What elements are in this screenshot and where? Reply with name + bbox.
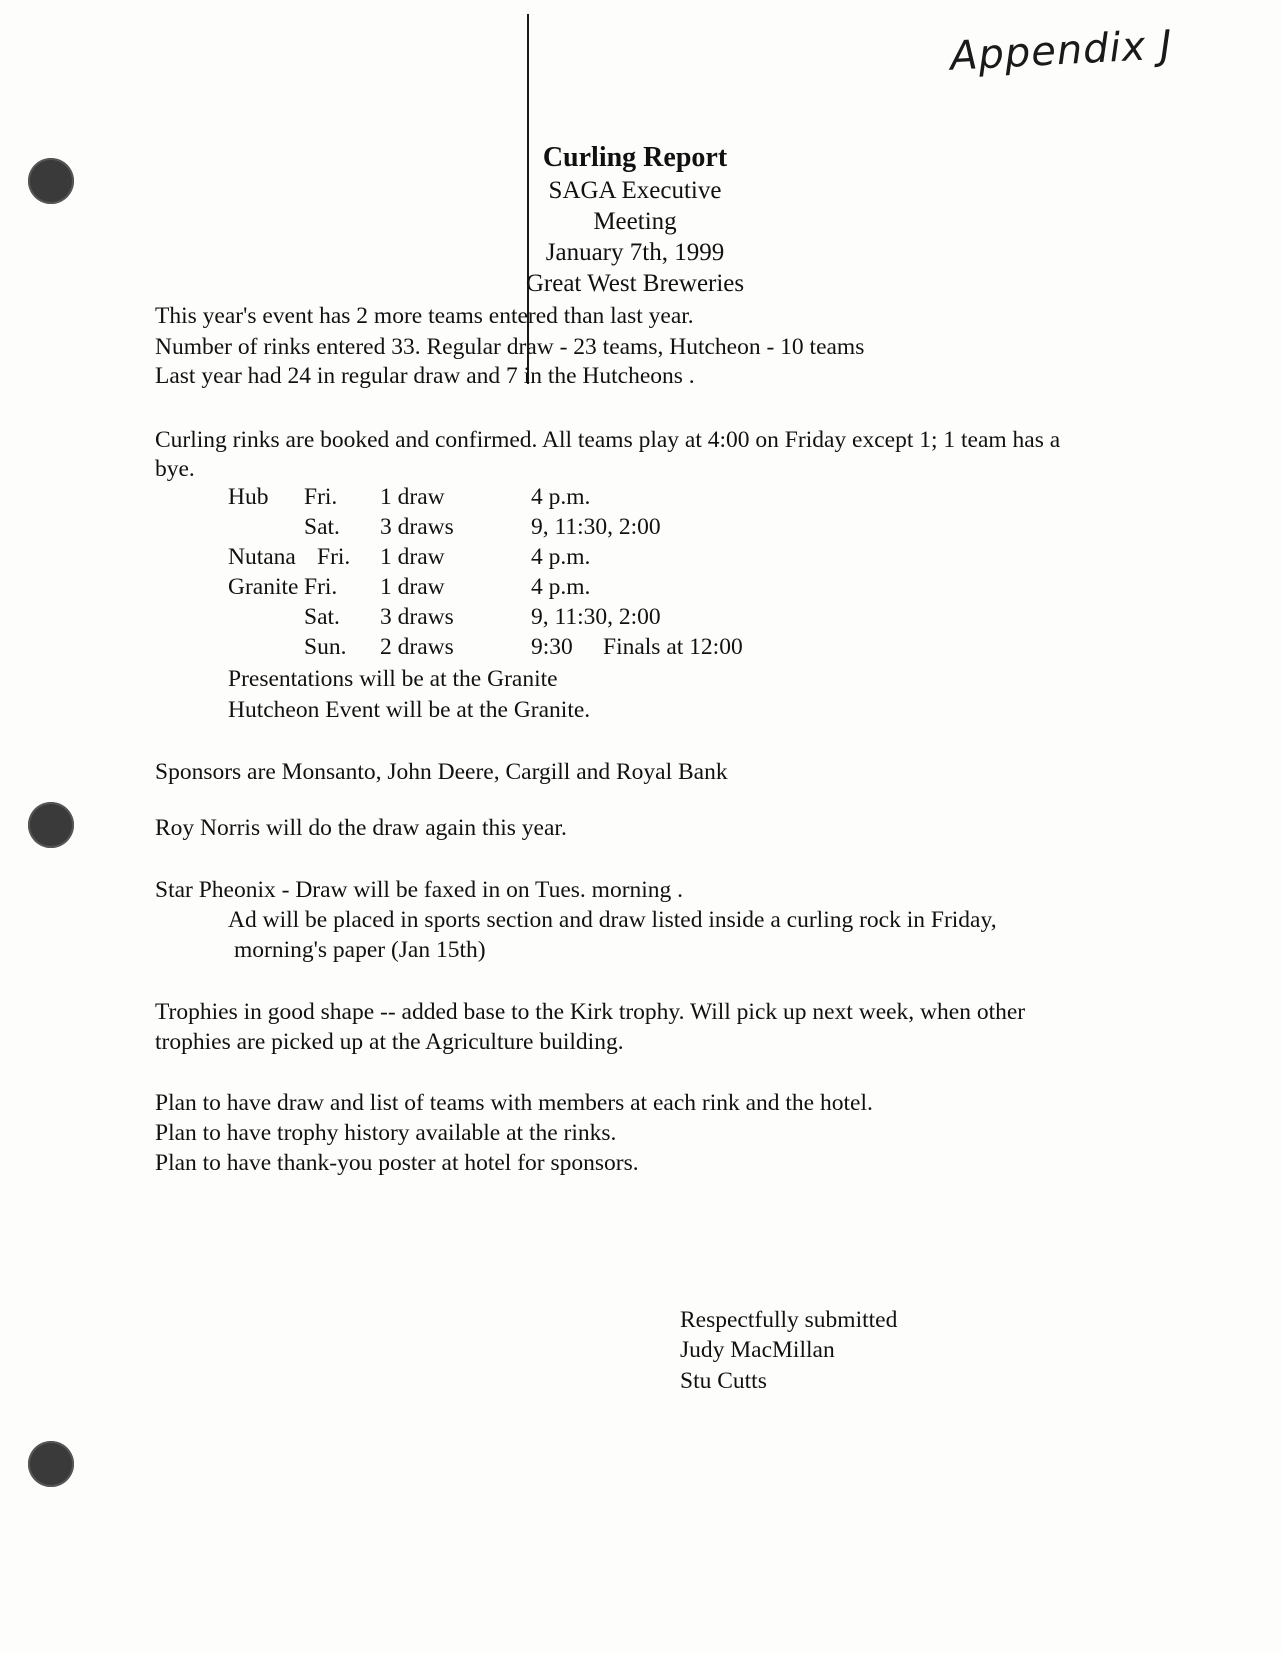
presentations-line: Presentations will be at the Granite xyxy=(228,666,558,692)
report-header xyxy=(505,142,765,299)
meeting-location: Great West Breweries xyxy=(525,270,745,297)
newspaper-line-3: morning's paper (Jan 15th) xyxy=(234,937,486,963)
handwritten-annotation: Appendix J xyxy=(948,22,1174,80)
signer-name-2: Stu Cutts xyxy=(680,1368,767,1394)
plan-line-1: Plan to have draw and list of teams with members at each rink and the hotel. xyxy=(155,1090,873,1116)
schedule-draws: 1 draw xyxy=(380,544,445,570)
trophies-line-1: Trophies in good shape -- added base to the Kirk trophy. Will pick up next week, when other xyxy=(155,999,1026,1025)
schedule-times: 9, 11:30, 2:00 xyxy=(531,514,661,540)
signer-name-1: Judy MacMillan xyxy=(680,1337,835,1363)
trophies-line-2: trophies are picked up at the Agriculture building. xyxy=(155,1029,624,1055)
schedule-times: 9, 11:30, 2:00 xyxy=(531,604,661,630)
newspaper-line-2: Ad will be placed in sports section and draw listed inside a curling rock in Friday, xyxy=(228,907,997,933)
intro-line-3: Last year had 24 in regular draw and 7 in the Hutcheons . xyxy=(155,363,695,389)
schedule-rink: Hub xyxy=(228,484,269,510)
schedule-draws: 3 draws xyxy=(380,514,454,540)
schedule-day: Sat. xyxy=(304,514,340,540)
closing-line: Respectfully submitted xyxy=(680,1307,898,1333)
hutcheon-event-line: Hutcheon Event will be at the Granite. xyxy=(228,697,591,723)
intro-line-2: Number of rinks entered 33. Regular draw - 23 teams, Hutcheon - 10 teams xyxy=(155,334,865,360)
plan-line-3: Plan to have thank-you poster at hotel for sponsors. xyxy=(155,1150,639,1176)
meeting-name: SAGA Executive Meeting xyxy=(548,177,722,235)
sponsors-line: Sponsors are Monsanto, John Deere, Cargill and Royal Bank xyxy=(155,759,728,785)
schedule-day: Fri. xyxy=(317,544,351,570)
schedule-times: 4 p.m. xyxy=(531,574,591,600)
draw-maker-line: Roy Norris will do the draw again this year. xyxy=(155,815,567,841)
plan-line-2: Plan to have trophy history available at the rinks. xyxy=(155,1120,617,1146)
schedule-day: Fri. xyxy=(304,484,338,510)
punch-hole-bottom xyxy=(28,1441,74,1487)
schedule-times: 9:30 xyxy=(531,634,573,660)
intro-line-1: This year's event has 2 more teams entered than last year. xyxy=(155,303,694,329)
punch-hole-top xyxy=(28,158,74,204)
schedule-draws: 1 draw xyxy=(380,574,445,600)
schedule-rink: Granite xyxy=(228,574,299,600)
punch-hole-middle xyxy=(28,802,74,848)
meeting-date: January 7th, 1999 xyxy=(545,239,725,266)
rinks-booked-line-1: Curling rinks are booked and confirmed. All teams play at 4:00 on Friday except 1; 1 team has a xyxy=(155,427,1061,453)
schedule-draws: 2 draws xyxy=(380,634,454,660)
schedule-times: 4 p.m. xyxy=(531,544,591,570)
schedule-rink: Nutana xyxy=(228,544,296,570)
schedule-finals: Finals at 12:00 xyxy=(603,634,743,660)
schedule-day: Fri. xyxy=(304,574,338,600)
newspaper-line-1: Star Pheonix - Draw will be faxed in on Tues. morning . xyxy=(155,877,684,903)
schedule-day: Sat. xyxy=(304,604,340,630)
schedule-times: 4 p.m. xyxy=(531,484,591,510)
report-title: Curling Report xyxy=(542,142,728,173)
schedule-draws: 3 draws xyxy=(380,604,454,630)
schedule-draws: 1 draw xyxy=(380,484,445,510)
schedule-day: Sun. xyxy=(304,634,347,660)
rinks-booked-line-2: bye. xyxy=(155,456,195,482)
